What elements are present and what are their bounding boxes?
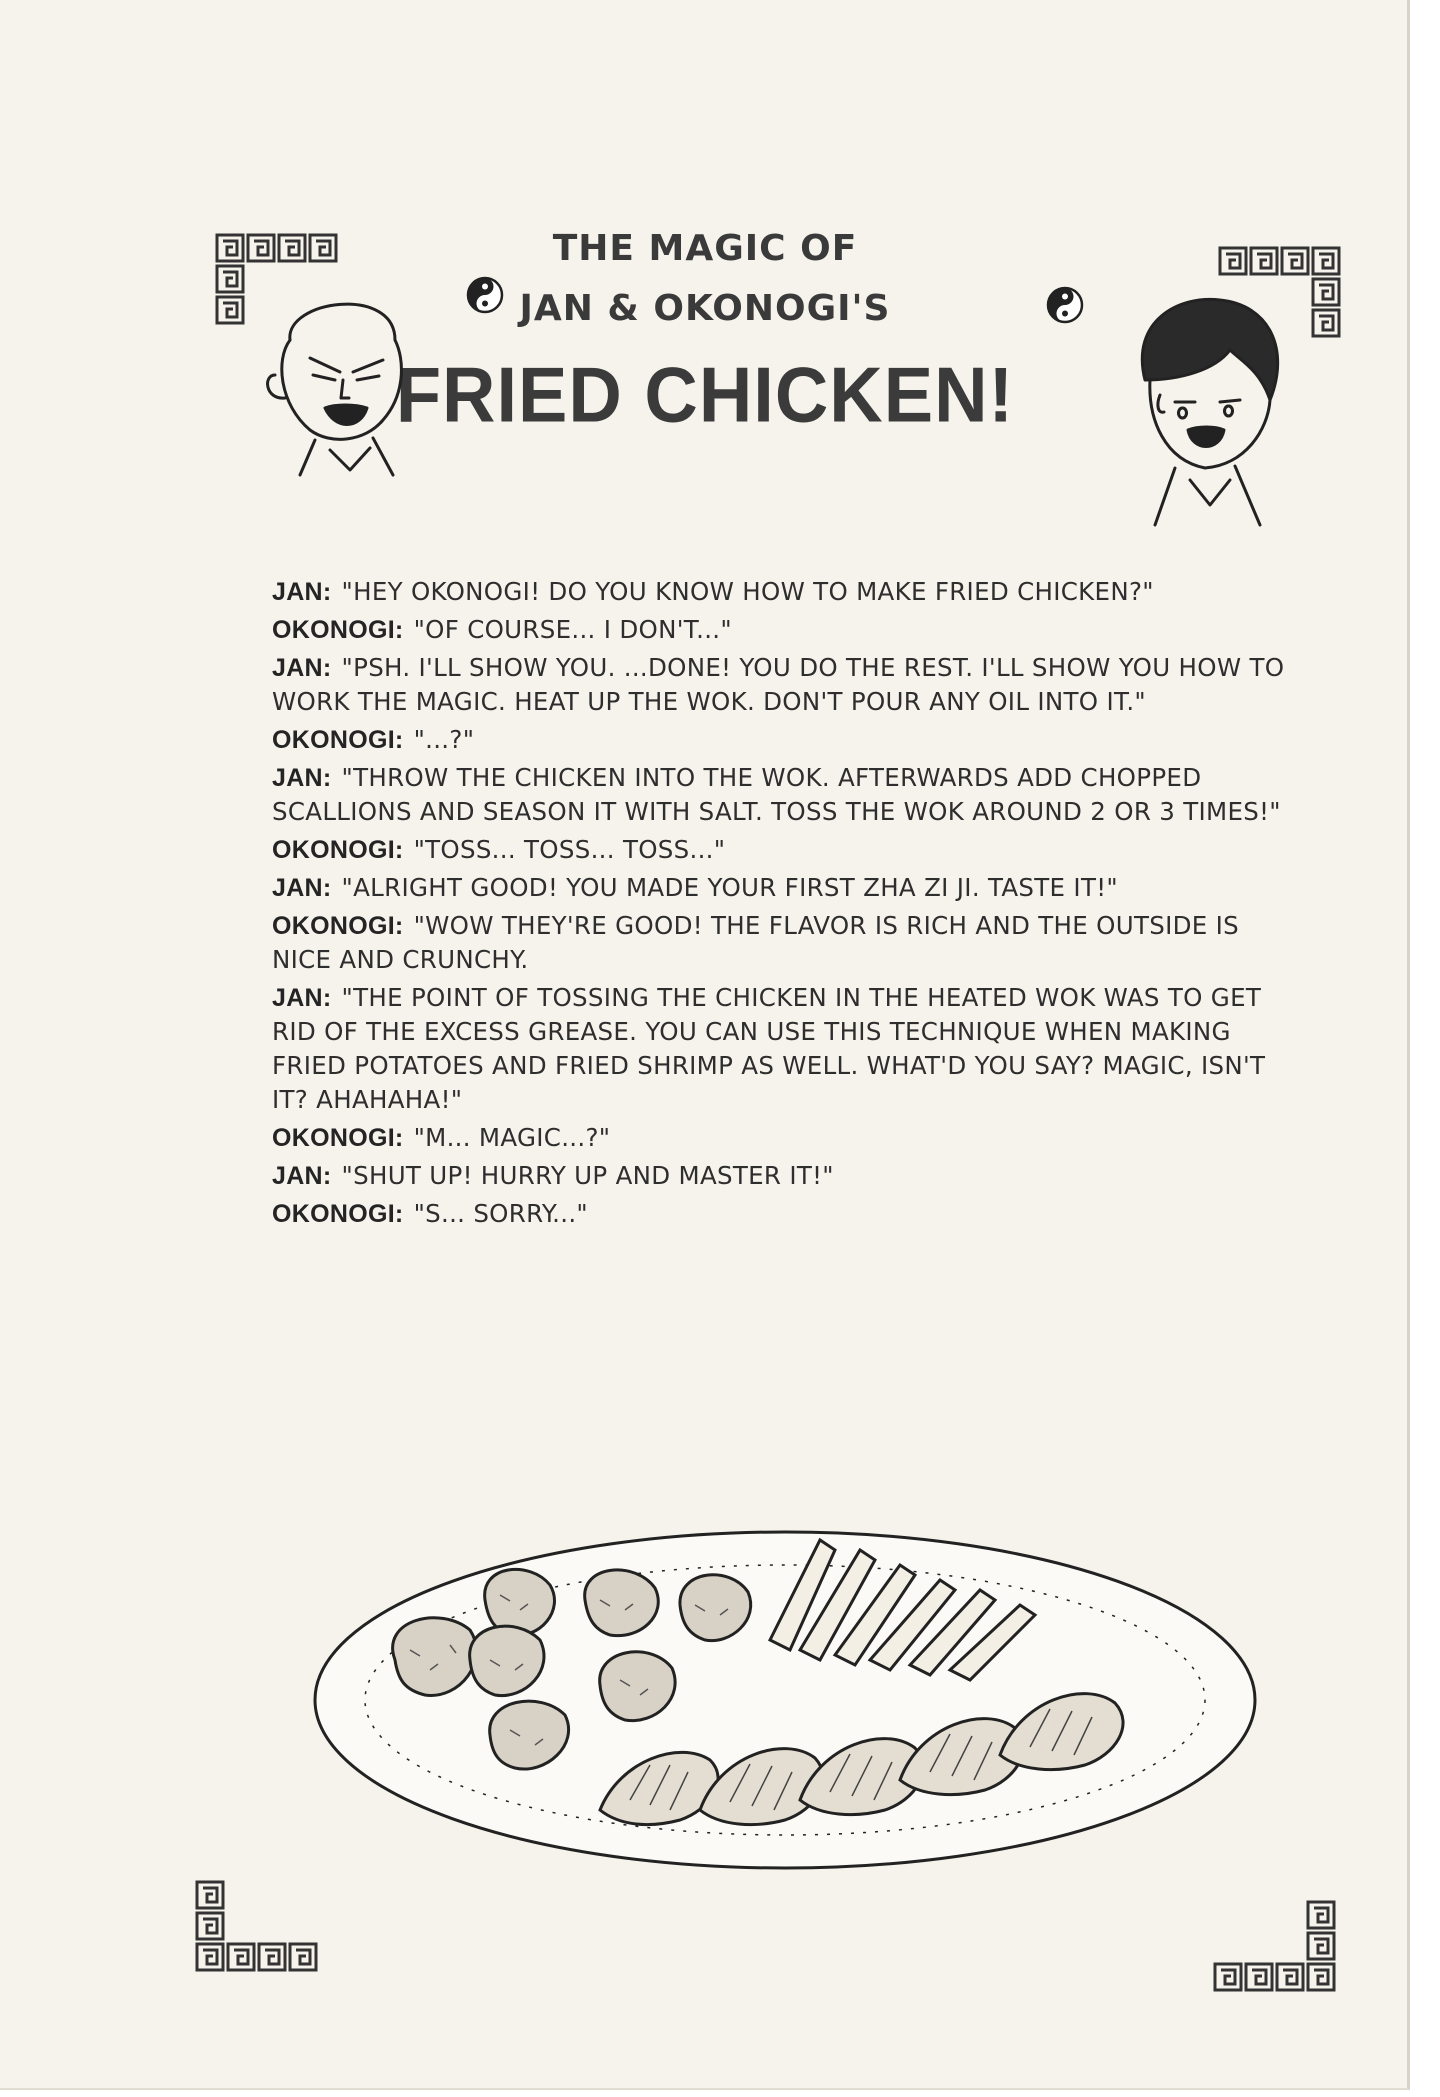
dialogue-line (272, 981, 1302, 1117)
dialogue-text: "...?" (413, 725, 475, 754)
dialogue-line (272, 1121, 1302, 1155)
speaker-label: OKONOGI: (272, 616, 404, 644)
yin-yang-icon-right (1045, 285, 1085, 325)
speaker-label: OKONOGI: (272, 726, 404, 754)
speaker-label: OKONOGI: (272, 1124, 404, 1152)
recipe-dialogue (272, 575, 1302, 1235)
dialogue-line (272, 833, 1302, 867)
dialogue-text: "THROW THE CHICKEN INTO THE WOK. AFTERWARDS ADD CHOPPED SCALLIONS AND SEASON IT WITH SALT. TOSS THE WOK AROUND 2 OR 3 TIMES!" (272, 763, 1281, 826)
dialogue-line (272, 761, 1302, 829)
okonogi-character-portrait (1120, 290, 1295, 530)
dialogue-text: "S... SORRY..." (413, 1199, 588, 1228)
speaker-label: JAN: (272, 984, 332, 1012)
dialogue-text: "OF COURSE... I DON'T..." (413, 615, 732, 644)
dialogue-line (272, 651, 1302, 719)
title-line-2: JAN & OKONOGI'S (519, 288, 891, 329)
speaker-label: OKONOGI: (272, 1200, 404, 1228)
dialogue-line (272, 909, 1302, 977)
corner-ornament-bottom-left (195, 1880, 325, 2000)
fried-food-plate-illustration (300, 1510, 1280, 1890)
corner-ornament-bottom-right (1213, 1900, 1343, 2020)
speaker-label: JAN: (272, 654, 332, 682)
speaker-label: JAN: (272, 1162, 332, 1190)
dialogue-text: "SHUT UP! HURRY UP AND MASTER IT!" (341, 1161, 834, 1190)
dialogue-text: "PSH. I'LL SHOW YOU. ...DONE! YOU DO THE REST. I'LL SHOW YOU HOW TO WORK THE MAGIC. HEAT UP THE WOK. DON'T POUR ANY OIL INTO IT." (272, 653, 1285, 716)
speaker-label: JAN: (272, 764, 332, 792)
speaker-label: OKONOGI: (272, 912, 404, 940)
speaker-label: JAN: (272, 874, 332, 902)
speaker-label: OKONOGI: (272, 836, 404, 864)
dialogue-text: "THE POINT OF TOSSING THE CHICKEN IN THE HEATED WOK WAS TO GET RID OF THE EXCESS GREASE. YOU CAN USE THIS TECHNIQUE WHEN MAKING FRIED POTATOES AND FRIED SHRIMP AS WELL. WHAT'D YOU SAY? MAGIC, ISN'T IT? AHAHAHA!" (272, 983, 1266, 1114)
yin-yang-icon-left (465, 275, 505, 315)
jan-character-portrait (255, 280, 430, 480)
dialogue-line (272, 871, 1302, 905)
dialogue-line (272, 613, 1302, 647)
title-line-1: THE MAGIC OF (552, 228, 858, 269)
dialogue-text: "WOW THEY'RE GOOD! THE FLAVOR IS RICH AND THE OUTSIDE IS NICE AND CRUNCHY. (272, 911, 1240, 974)
dialogue-text: "HEY OKONOGI! DO YOU KNOW HOW TO MAKE FRIED CHICKEN?" (341, 577, 1154, 606)
speaker-label: JAN: (272, 578, 332, 606)
page-title: FRIED CHICKEN! (395, 350, 1015, 439)
dialogue-text: "ALRIGHT GOOD! YOU MADE YOUR FIRST ZHA ZI JI. TASTE IT!" (341, 873, 1118, 902)
dialogue-line (272, 1197, 1302, 1231)
dialogue-line (272, 723, 1302, 757)
dialogue-line (272, 575, 1302, 609)
dialogue-text: "TOSS... TOSS... TOSS..." (413, 835, 726, 864)
dialogue-line (272, 1159, 1302, 1193)
dialogue-text: "M... MAGIC...?" (413, 1123, 611, 1152)
